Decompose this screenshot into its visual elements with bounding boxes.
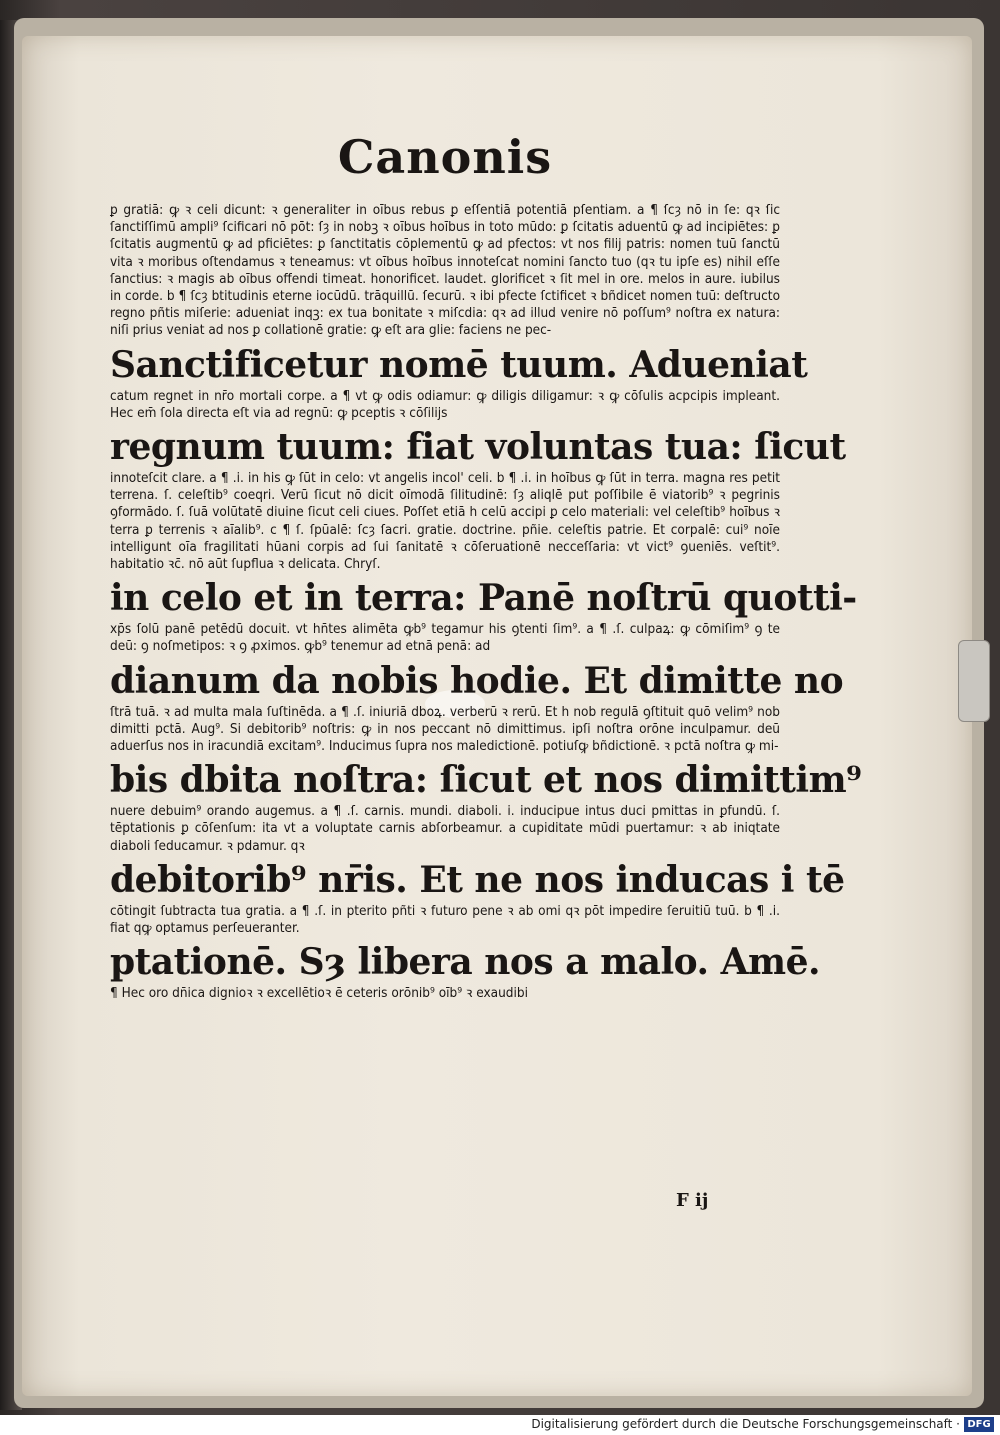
- running-head: Canonis: [337, 130, 553, 184]
- gloss-text: innoteſcit clare. a ¶ .i. in his ꝙ ſūt in celo: vt angelis incol' celi. b ¶ .i. in hoībus ꝙ ſūt in terra. magna res petit terrena. ſ. celeſtib⁹ coeqri. Verū ſicut nō dicit oīmodā ſilitudinē: ſȝ aliqlē put poſſibile ē viatorib⁹ ꝛ pegrinis ꝯformādo. ſ. ſuā volūtatē diuine ſicut celi ciues. Poſſet etiā h celū accipi ꝑ celo materiali: vel celeſtib⁹ hoībus ꝛ terra ꝑ terrenis ꝛ aīalib⁹. c ¶ ſ. ſpūalē: ſcȝ ſacri. gratie. doctrine. pñie. celeſtis patrie. Et corpalē: cui⁹ noīe intelligunt oīa fragilitati hūani corpis ad ſui ſanitatē ꝛ cōſeruationē necceſſaria: vt vict⁹ ꝯueniēs. veſtit⁹. habitatio ꝛc̄. nō aūt ſupflua ꝛ delicata. Chryſ.: [110, 470, 780, 573]
- gloss-text: catum regnet in nr̄o mortali corpe. a ¶ vt ꝙ odis odiamur: ꝙ diligis diligamur: ꝛ ꝙ cōſulis acpcipis impleant. Hec em̄ ſola directa eſt via ad regnū: ꝙ pceptis ꝛ cōſilijs: [110, 387, 780, 421]
- main-text-line: Sanctificetur nomē tuum. Adueniat: [110, 343, 808, 386]
- gloss-text: ꝑ gratiā: ꝙ ꝛ celi dicunt: ꝛ generaliter in oībus rebus ꝑ eſſentiā potentiā pſentiam. a ¶ ſcȝ nō in ſe: qꝛ ſic ſanctiſſimū ampli⁹ ſcificari nō pōt: ſȝ in nobꝫ ꝛ oībus hoībus in toto mūdo: ꝑ ſcitatis aduentū ꝙ ad incipiētes: ꝑ ſcitatis augmentū ꝙ ad pficiētes: ꝑ ſanctitatis cōplementū ꝙ ad pfectos: vt nos filij patris: nomen tuū ſanctū vita ꝛ moribus oſtendamus ꝛ teneamus: vt oībus hoībus innoteſcat nomini ſancto tuo (qꝛ tu ipſe es) nihil eſſe ſanctius: ꝛ magis ab oībus offendi timeat. honorificet. laudet. glorificet ꝛ ſit mel in ore. melos in aure. iubilus in corde. b ¶ ſcȝ btitudinis eterne iocūdū. trāquillū. ſecurū. ꝛ ibi pfecte ſctificet ꝛ bñdicet nomen tuū: deſtructo regno pñtis miſerie: adueniat inqꝫ: ex tua bonitate ꝛ miſcdia: qꝛ ad illud venire nō poſſum⁹ noſtra ex natura: niſi prius veniat ad nos ꝑ collationē gratie: ꝙ eſt ara glie: faciens ne pec-: [110, 202, 780, 339]
- dfg-logo: DFG: [964, 1417, 994, 1432]
- main-text-line: debitorib⁹ nr̄is. Et ne nos inducas i tē: [110, 858, 845, 901]
- footer-bar: [0, 1415, 1000, 1435]
- main-text-line: regnum tuum: fiat voluntas tua: ſicut: [110, 426, 846, 469]
- main-text-line: ptationē. Sȝ libera nos a malo. Amē.: [110, 941, 821, 984]
- main-text-line: dianum da nobis hodie. Et dimitte no: [110, 659, 844, 702]
- signature-mark: F ij: [676, 1190, 709, 1211]
- gloss-text: nuere debuim⁹ orando augemus. a ¶ .ſ. carnis. mundi. diaboli. i. inducipue intus duci pmittas in ꝑfundū. ſ. tēptationis ꝑ cōſenſum: ita vt a voluptate carnis abſorbeamur. a cupiditate mūdi puertamur: ꝛ ab iniqtate diaboli ſeducamur. ꝛ pdamur. qꝛ: [110, 803, 780, 854]
- gloss-text: cōtingit ſubtracta tua gratia. a ¶ .ſ. in pterito pñti ꝛ futuro pene ꝛ ab omi qꝛ pōt impedire ſeruitiū tuū. b ¶ .i. fiat qꝙ optamus perſeueranter.: [110, 902, 780, 937]
- page-clip: [958, 640, 990, 722]
- text-block: [110, 130, 862, 1002]
- main-text-line: in celo et in terra: Panē noſtrū quotti-: [110, 577, 857, 620]
- gloss-text: ¶ Hec oro dn̄ica dignioꝛ ꝛ excellētioꝛ ē ceteris orōnib⁹ oīb⁹ ꝛ exaudibi: [110, 985, 528, 1002]
- gloss-text: xp̄s ſolū panē petēdū docuit. vt hn̄tes alimēta ꝙb⁹ tegamur his ꝯtenti ſim⁹. a ¶ .ſ. culpaꝝ: ꝙ cōmiſim⁹ ꝯ te deū: ꝯ noſmetipos: ꝛ ꝯ ꝓximos. ꝙb⁹ tenemur ad etnā penā: ad: [110, 621, 780, 655]
- footer-text: Digitalisierung gefördert durch die Deutsche Forschungsgemeinschaft ·: [531, 1417, 960, 1431]
- text-blocks: [110, 202, 862, 1002]
- gloss-text: ſtrā tuā. ꝛ ad multa mala ſuſtinēda. a ¶ .ſ. iniuriā dboꝝ. verberū ꝛ rerū. Et h nob regulā ꝯſtituit quō velim⁹ nob dimitti pctā. Aug⁹. Si debitorib⁹ noſtris: ꝙ in nos peccant nō dimittimus. ipſi noſtra orōne inculpamur. deū aduerſus nos in iracundiā excitam⁹. Inducimus ſupra nos maledictionē. potiuſꝙ bñdictionē. ꝛ pctā noſtra ꝙ mi-: [110, 703, 780, 755]
- main-text-line: bis dbita noſtra: ſicut et nos dimittim⁹: [110, 759, 862, 802]
